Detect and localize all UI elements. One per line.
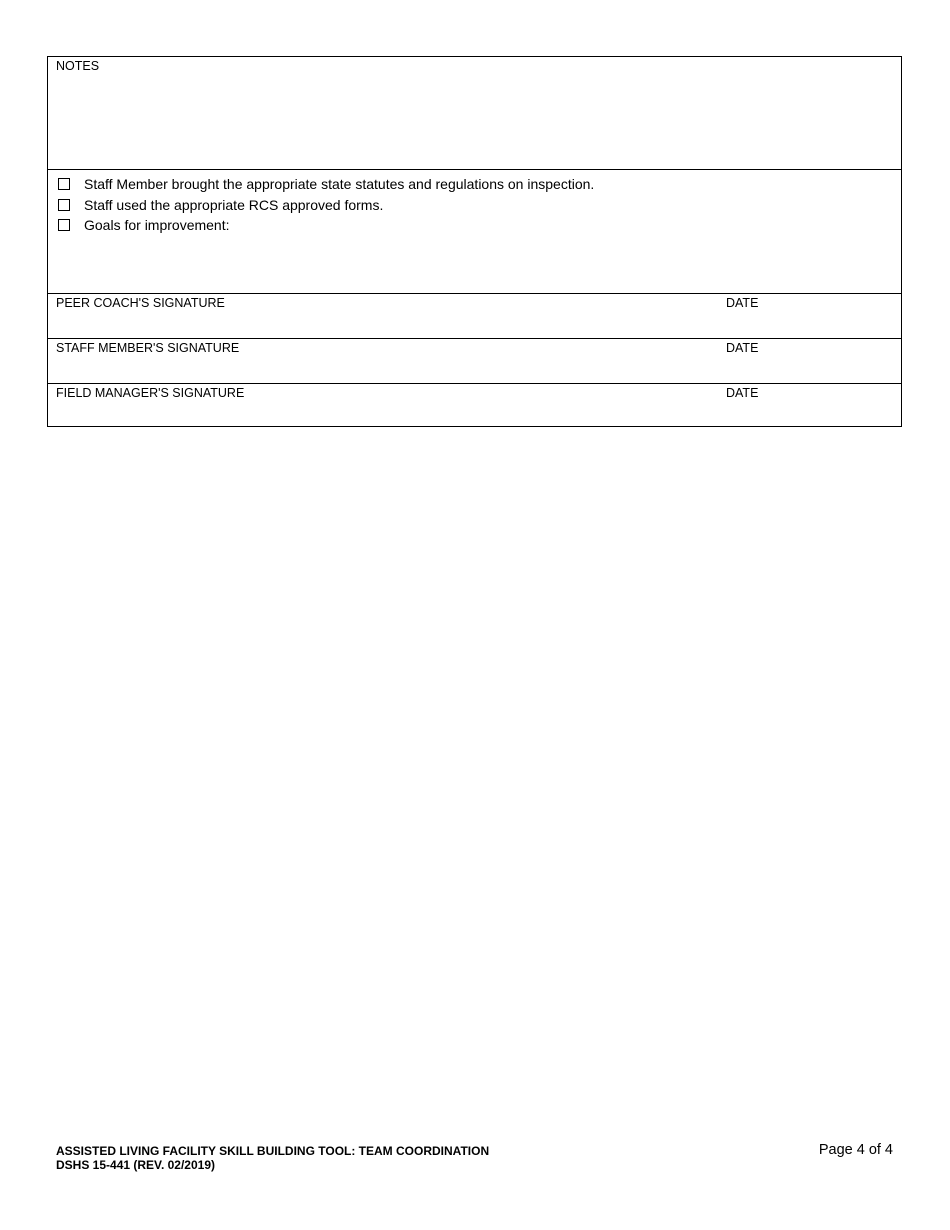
checklist-item-label: Goals for improvement: — [84, 217, 230, 233]
checklist-item-statutes[interactable] — [58, 175, 594, 193]
checklist-item-goals[interactable] — [58, 216, 230, 234]
checkbox[interactable] — [58, 199, 70, 211]
field-manager-date-label: DATE — [726, 386, 759, 400]
notes-label: NOTES — [56, 59, 100, 73]
field-manager-signature-label: FIELD MANAGER'S SIGNATURE — [56, 386, 245, 400]
checklist-item-label: Staff used the appropriate RCS approved forms. — [84, 197, 384, 213]
checklist-section — [48, 170, 901, 294]
checklist-item-label: Staff Member brought the appropriate state statutes and regulations on inspection. — [84, 176, 595, 192]
footer-form-title: ASSISTED LIVING FACILITY SKILL BUILDING TOOL: TEAM COORDINATION — [56, 1144, 490, 1158]
staff-member-signature-row[interactable] — [48, 339, 901, 384]
peer-coach-signature-row[interactable] — [48, 294, 901, 339]
form-table — [47, 56, 902, 427]
notes-section[interactable] — [48, 57, 901, 170]
page-number: Page 4 of 4 — [818, 1142, 893, 1158]
checkbox[interactable] — [58, 219, 70, 231]
footer-form-number: DSHS 15-441 (REV. 02/2019) — [56, 1158, 215, 1172]
checklist-item-forms[interactable] — [58, 196, 383, 214]
peer-coach-signature-label: PEER COACH'S SIGNATURE — [56, 296, 225, 310]
staff-member-date-label: DATE — [726, 341, 759, 355]
checkbox[interactable] — [58, 178, 70, 190]
staff-member-signature-label: STAFF MEMBER'S SIGNATURE — [56, 341, 240, 355]
field-manager-signature-row[interactable] — [48, 384, 901, 427]
peer-coach-date-label: DATE — [726, 296, 759, 310]
footer-form-info — [56, 1144, 489, 1172]
